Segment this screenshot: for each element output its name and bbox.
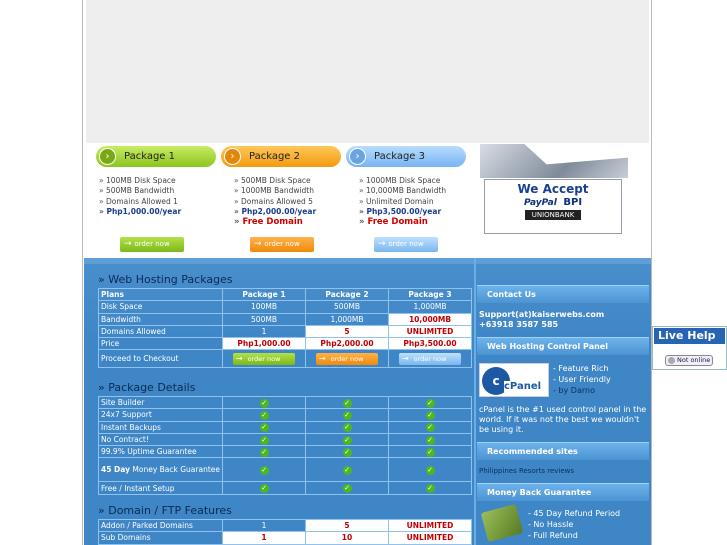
live-help-status[interactable]: Not online <box>665 355 713 366</box>
package-3-features: » 1000MB Disk Space » 10,000MB Bandwidth » Unlimited Domain » Php3,500.00/year » Free Domain <box>359 176 446 227</box>
check-icon: ✓ <box>344 484 350 493</box>
chevron-right-icon: › <box>349 148 366 165</box>
column-divider <box>474 258 476 545</box>
hosting-packages-title: » Web Hosting Packages <box>98 273 233 286</box>
table-row: Proceed to Checkout → order now → order now → order now <box>99 350 472 368</box>
arrow-right-icon: → <box>402 353 409 363</box>
check-icon: ✓ <box>261 447 267 456</box>
checkout-button-1[interactable]: → order now <box>233 353 295 365</box>
bpi-logo: BPI <box>563 197 583 208</box>
package-2-free-domain: » Free Domain <box>234 217 316 227</box>
check-icon: ✓ <box>427 398 433 407</box>
table-row: 45 Day Money Back Guarantee ✓ ✓ ✓ <box>99 458 472 482</box>
hosting-packages-table <box>98 288 472 368</box>
table-row: Disk Space 100MB 500MB 1,000MB <box>99 301 472 313</box>
table-row: Addon / Parked Domains 1 5 UNLIMITED <box>99 520 472 532</box>
table-row: No Contract! ✓ ✓ ✓ <box>99 433 472 445</box>
check-icon: ✓ <box>261 484 267 493</box>
table-row: Price Php1,000.00 Php2,000.00 Php3,500.00 <box>99 338 472 350</box>
check-icon: ✓ <box>344 398 350 407</box>
check-icon: ✓ <box>344 423 350 432</box>
package-2-price: » Php2,000.00/year <box>234 207 316 217</box>
table-row: Free / Instant Setup ✓ ✓ ✓ <box>99 482 472 494</box>
order-now-button-2[interactable]: → order now <box>250 237 314 252</box>
arrow-right-icon: → <box>319 353 326 363</box>
recommended-site-link[interactable]: Philippines Resorts reviews <box>479 467 575 475</box>
ftp-features-table <box>98 519 472 545</box>
arrow-right-icon: → <box>254 239 262 249</box>
live-help-title: Live Help <box>654 328 725 344</box>
package-2-tab[interactable]: › Package 2 <box>221 146 341 167</box>
package-3-tab[interactable]: › Package 3 <box>346 146 466 167</box>
check-icon: ✓ <box>261 465 267 474</box>
check-icon: ✓ <box>427 410 433 419</box>
table-row: Site Builder ✓ ✓ ✓ <box>99 397 472 409</box>
table-row: Sub Domains 1 10 UNLIMITED <box>99 532 472 544</box>
table-row: 24x7 Support ✓ ✓ ✓ <box>99 409 472 421</box>
package-1-price: » Php1,000.00/year <box>99 207 181 217</box>
check-icon: ✓ <box>427 484 433 493</box>
cpanel-description: cPanel is the #1 used control panel in the world. If it was not the best we wouldn't be using it. <box>479 405 647 434</box>
header-banner <box>86 0 649 143</box>
contact-phone: +63918 3587 585 <box>479 320 559 329</box>
paypal-logo: PayPal <box>523 198 557 208</box>
arrow-right-icon: → <box>124 239 132 249</box>
table-row: Plans Package 1 Package 2 Package 3 <box>99 289 472 301</box>
ftp-features-title: » Domain / FTP Features <box>98 504 232 517</box>
package-2-features: » 500MB Disk Space » 1000MB Bandwidth » Domains Allowed 5 » Php2,000.00/year » Free Domain <box>234 176 316 227</box>
chevron-right-icon: › <box>99 148 116 165</box>
check-icon: ✓ <box>344 410 350 419</box>
arrow-right-icon: → <box>378 239 386 249</box>
check-icon: ✓ <box>427 435 433 444</box>
checkout-button-2[interactable]: → order now <box>316 353 378 365</box>
payment-methods: We Accept PayPal BPI UNIONBANK <box>484 179 622 234</box>
unionbank-logo: UNIONBANK <box>525 210 581 220</box>
recommended-sites-header: Recommended sites <box>477 442 649 460</box>
order-now-button-1[interactable]: → order now <box>120 237 184 252</box>
package-1-features: » 100MB Disk Space » 500MB Bandwidth » Domains Allowed 1 » Php1,000.00/year <box>99 176 181 217</box>
table-row: Bandwidth 500MB 1,000MB 10,000MB <box>99 313 472 325</box>
check-icon: ✓ <box>427 447 433 456</box>
contact-us-header: Contact Us <box>477 285 649 303</box>
package-details-table <box>98 396 472 495</box>
table-row: Domains Allowed 1 5 UNLIMITED <box>99 325 472 337</box>
package-3-free-domain: » Free Domain <box>359 217 446 227</box>
control-panel-header: Web Hosting Control Panel <box>477 337 649 355</box>
contact-email: Support(at)kaiserwebs.com <box>479 310 605 319</box>
chevron-right-icon: › <box>224 148 241 165</box>
arrow-right-icon: → <box>236 353 243 363</box>
money-back-header: Money Back Guarantee <box>477 483 649 501</box>
check-icon: ✓ <box>427 423 433 432</box>
check-icon: ✓ <box>261 410 267 419</box>
checkout-button-3[interactable]: → order now <box>399 353 461 365</box>
live-help-widget[interactable] <box>652 326 727 370</box>
check-icon: ✓ <box>261 423 267 432</box>
table-row: 99.9% Uptime Guarantee ✓ ✓ ✓ <box>99 446 472 458</box>
money-back-list: - 45 Day Refund Period - No Hassle - Full Refund <box>528 509 621 540</box>
order-now-button-3[interactable]: → order now <box>374 237 438 252</box>
cpanel-logo: c cPanel <box>479 363 549 397</box>
package-3-price: » Php3,500.00/year <box>359 207 446 217</box>
cpanel-features: - Feature Rich - User Friendly - by Darno <box>553 364 611 395</box>
package-details-title: » Package Details <box>98 381 195 394</box>
check-icon: ✓ <box>427 465 433 474</box>
package-1-tab[interactable]: › Package 1 <box>96 146 216 167</box>
check-icon: ✓ <box>261 398 267 407</box>
check-icon: ✓ <box>344 447 350 456</box>
table-row: Instant Backups ✓ ✓ ✓ <box>99 421 472 433</box>
check-icon: ✓ <box>261 435 267 444</box>
check-icon: ✓ <box>344 435 350 444</box>
contact-info <box>479 310 647 330</box>
check-icon: ✓ <box>344 465 350 474</box>
cpanel-icon: c <box>482 367 510 395</box>
